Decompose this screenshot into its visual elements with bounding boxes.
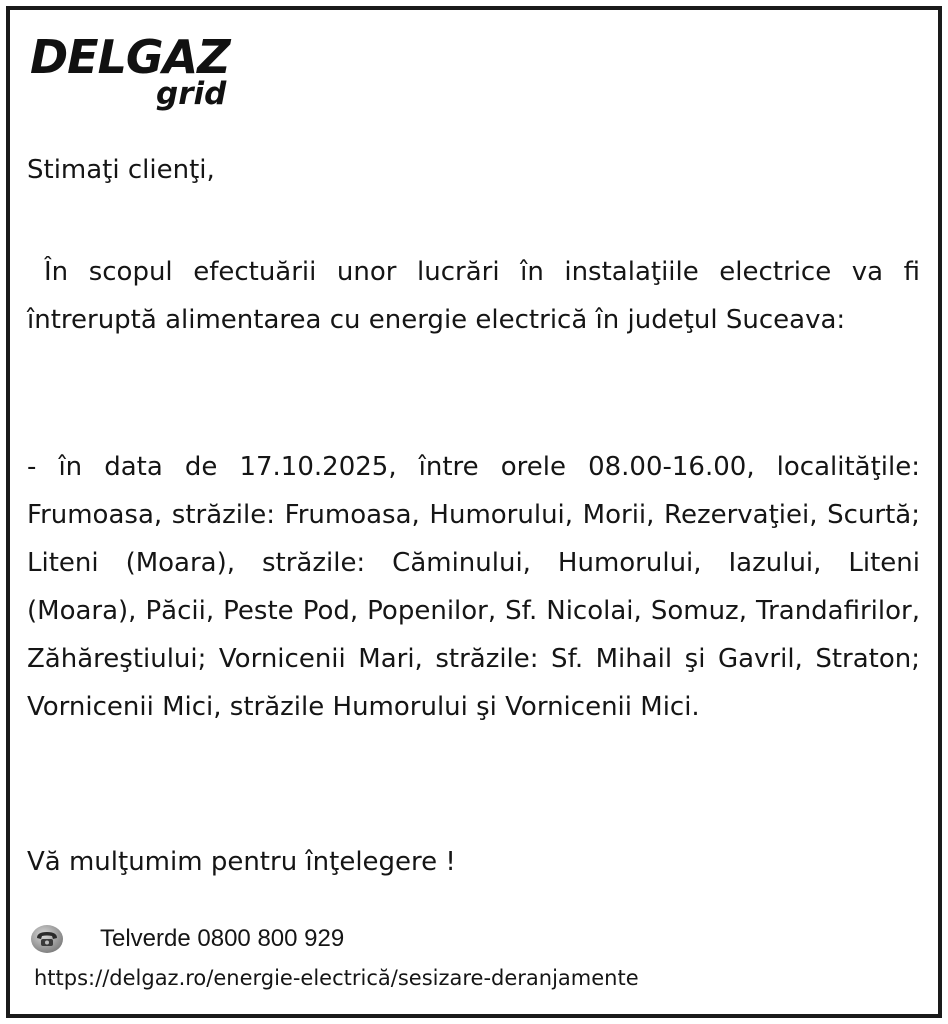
intro-text: În scopul efectuării unor lucrări în instalaţiile electrice va fi întreruptă alimentarea cu energie electrică în judeţul Suceava: <box>27 257 920 335</box>
greeting: Stimaţi clienţi, <box>27 155 215 185</box>
contact-row <box>30 922 630 956</box>
intro-paragraph <box>27 248 920 344</box>
logo-main-text: DELGAZ <box>30 30 230 84</box>
telverde-phone-number: Telverde 0800 800 929 <box>100 925 345 952</box>
report-outage-url[interactable]: https://delgaz.ro/energie-electrică/sesizare-deranjamente <box>34 966 639 990</box>
logo-sub-text: grid <box>156 76 227 112</box>
telephone-icon <box>30 924 64 954</box>
delgaz-grid-logo <box>30 30 250 120</box>
outage-details-paragraph: - în data de 17.10.2025, între orele 08.00-16.00, localităţile: Frumoasa, străzile: Frumoasa, Humorului, Morii, Rezervaţiei, Scurtă; Liteni (Moara), străzile: Căminului, Humorului, Iazului, Liteni (Moara), Păcii, Peste Pod, Popenilor, Sf. Nicolai, Somuz, Trandafirilor, Zăhăreştiului; Vornicenii Mari, străzile: Sf. Mihail şi Gavril, Straton; Vornicenii Mici, străzile Humorului şi Vornicenii Mici. <box>27 452 920 722</box>
thanks-line: Vă mulţumim pentru înţelegere ! <box>27 847 456 877</box>
